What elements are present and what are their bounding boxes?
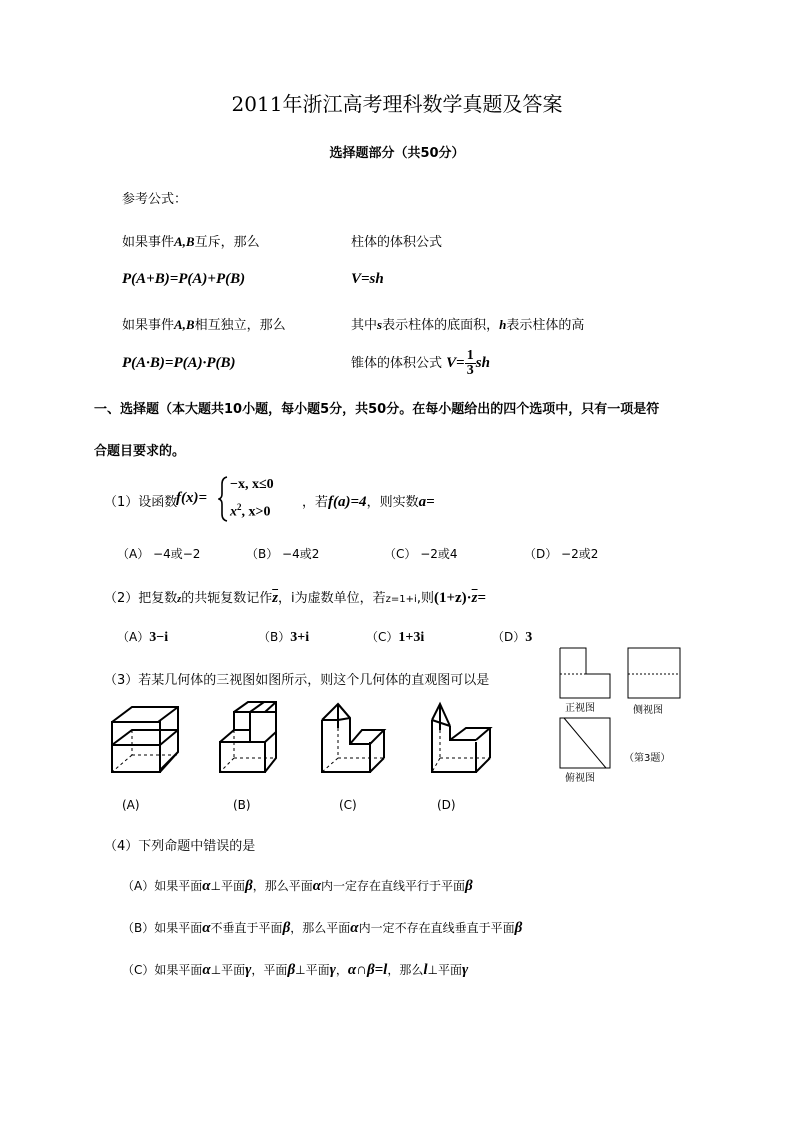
q4c-p3: ，平面 <box>251 963 288 977</box>
independent-events-text <box>122 314 286 333</box>
q1-case2-exp: 2 <box>237 502 242 512</box>
q4a-p2: ⊥平面 <box>210 879 245 893</box>
cone-frac-den: 3 <box>466 363 474 378</box>
q1-cond: f(a)=4 <box>328 494 367 510</box>
q3-solid-c[interactable] <box>322 704 384 772</box>
q2-option-d[interactable] <box>492 628 532 646</box>
q4c-s5: α∩β=l <box>347 962 388 978</box>
q4b-s1: α <box>202 920 211 936</box>
q4-option-c[interactable] <box>122 961 468 979</box>
q1-mid: ，若 <box>302 495 329 510</box>
q1-func <box>176 488 207 507</box>
q2-option-a-label: （A） <box>117 630 150 644</box>
q2-mid2: ，i为虚数单位，若 <box>278 591 386 606</box>
q4c-s1: α <box>202 962 211 978</box>
q2-expr-zbar: $\overline{z}$ <box>471 590 478 606</box>
q4c-p1: （C）如果平面 <box>122 963 203 977</box>
cone-formula-line <box>351 348 490 379</box>
cylinder-note-s: s <box>377 317 383 332</box>
page-title: 2011年浙江高考理科数学真题及答案 <box>231 92 563 116</box>
q4-option-a[interactable] <box>122 877 473 895</box>
q2-option-b-label: （B） <box>258 630 291 644</box>
q4c-s7: γ <box>462 962 469 978</box>
q2-expr: (1+z)· <box>433 590 472 606</box>
cylinder-note-part1: 其中 <box>351 318 378 333</box>
q4a-s3: α <box>312 878 322 894</box>
section-subtitle: 选择题部分（共50分） <box>329 146 465 161</box>
q2-z: z <box>177 594 182 605</box>
cylinder-note-part2: 表示柱体的底面积， <box>382 318 500 333</box>
cone-title: 锥体的体积公式 <box>351 356 443 371</box>
q3-solid-a[interactable] <box>112 707 178 772</box>
q1-case2-base: x <box>230 504 237 520</box>
q4c-p5: ， <box>335 963 348 977</box>
cone-v: V <box>446 355 457 371</box>
cylinder-note-h: h <box>499 317 507 332</box>
q4b-s4: β <box>514 920 523 936</box>
exclusive-events: A,B <box>174 234 195 249</box>
front-view-outline <box>560 648 610 698</box>
q3-choice-label-a: (A) <box>122 798 140 812</box>
q2-option-d-label: （D） <box>492 630 526 644</box>
q1-option-d[interactable]: （D） −2或2 <box>524 547 599 561</box>
q1-brace <box>218 476 228 522</box>
q4-option-b[interactable] <box>122 919 522 937</box>
q1-func-expr: f(x)= <box>176 490 208 506</box>
cylinder-title: 柱体的体积公式 <box>351 235 443 250</box>
cone-eq: = <box>456 355 465 371</box>
q4a-p4: 内一定存在直线平行于平面 <box>321 879 466 893</box>
q3-solid-d[interactable] <box>432 704 490 772</box>
q3-choice-label-c: (C) <box>339 798 357 812</box>
q4b-p2: 不垂直于平面 <box>210 921 283 935</box>
q4b-s3: α <box>350 920 359 936</box>
independent-events: A,B <box>174 317 195 332</box>
q1-case2-rest: , x>0 <box>241 504 271 520</box>
q3-text: （3）若某几何体的三视图如图所示，则这个几何体的直观图可以是 <box>104 673 490 688</box>
q1-option-b[interactable]: （B） −4或2 <box>246 547 320 561</box>
q1-case1: −x, x≤0 <box>230 477 274 492</box>
q4b-s2: β <box>282 920 291 936</box>
q2-option-a-value: 3−i <box>149 630 169 645</box>
q4c-s2: γ <box>245 962 252 978</box>
q1-option-a[interactable]: （A） −4或−2 <box>117 547 201 561</box>
side-view-outline <box>628 648 680 698</box>
q3-choice-label-d: (D) <box>437 798 456 812</box>
q2-cond: z=1+i <box>385 594 417 605</box>
cone-sh: sh <box>475 355 490 371</box>
q2-zbar: $\overline{z}$ <box>272 590 279 606</box>
figure-caption: （第3题） <box>624 753 671 764</box>
q4a-p1: （A）如果平面 <box>122 879 203 893</box>
exclusive-prefix: 如果事件 <box>122 235 175 250</box>
q1-var: a= <box>418 494 435 510</box>
formula-header: 参考公式： <box>122 192 188 207</box>
q2-option-c[interactable] <box>366 628 424 646</box>
q4c-p2: ⊥平面 <box>210 963 246 977</box>
q4c-s3: β <box>287 962 296 978</box>
q2-option-a[interactable] <box>117 628 168 646</box>
q4a-s2: β <box>245 878 253 894</box>
q2-option-c-label: （C） <box>366 630 399 644</box>
q3-choice-label-b: (B) <box>233 798 251 812</box>
q2-mid1: 的共轭复数记作 <box>181 591 273 606</box>
q2-prefix: （2）把复数 <box>104 591 178 606</box>
q4b-p4: 内一定不存在直线垂直于平面 <box>358 921 515 935</box>
q4c-s6: l <box>423 962 428 978</box>
q4c-p4: ⊥平面 <box>295 963 330 977</box>
q4c-p6: ，那么 <box>387 963 424 977</box>
q4c-s4: γ <box>329 962 336 978</box>
exclusive-suffix: 互斥，那么 <box>194 235 260 250</box>
q4b-p1: （B）如果平面 <box>122 921 203 935</box>
exclusive-events-text <box>122 231 260 250</box>
q2-option-b[interactable] <box>258 628 309 646</box>
q1-condition <box>302 491 435 511</box>
q4-text: （4）下列命题中错误的是 <box>104 839 256 854</box>
q1-case2 <box>230 502 270 521</box>
q3-solid-b[interactable] <box>220 702 276 772</box>
q4c-p7: ⊥平面 <box>427 963 462 977</box>
section-heading-line2: 合题目要求的。 <box>94 444 186 459</box>
cone-fraction <box>465 349 476 378</box>
cone-frac-num: 1 <box>466 348 474 363</box>
q1-suffix: ，则实数 <box>366 495 419 510</box>
exclusive-formula: P(A+B)=P(A)+P(B) <box>122 271 246 287</box>
q4a-s1: α <box>202 878 211 894</box>
q2-option-b-value: 3+i <box>290 630 310 645</box>
q4a-s4: β <box>465 878 473 894</box>
q2-option-d-value: 3 <box>525 630 533 645</box>
q4b-p3: ，那么平面 <box>290 921 351 935</box>
independent-suffix: 相互独立，那么 <box>194 318 286 333</box>
independent-formula: P(A·B)=P(A)·P(B) <box>122 355 236 371</box>
q1-prefix: （1）设函数 <box>104 495 178 510</box>
q1-option-c[interactable]: （C） −2或4 <box>384 547 458 561</box>
q2-text <box>104 587 486 607</box>
q4a-p3: ，那么平面 <box>252 879 313 893</box>
q2-option-c-value: 1+3i <box>398 630 425 645</box>
cylinder-note <box>351 314 584 333</box>
cylinder-note-part3: 表示柱体的高 <box>506 318 585 333</box>
top-view-label: 俯视图 <box>565 773 595 784</box>
side-view-label: 侧视图 <box>633 705 663 716</box>
q2-mid3: ,则 <box>416 591 434 606</box>
q2-eq: = <box>477 590 487 606</box>
section-heading-line1: 一、选择题（本大题共10小题，每小题5分，共50分。在每小题给出的四个选项中，只有一项是符 <box>94 402 660 417</box>
independent-prefix: 如果事件 <box>122 318 175 333</box>
front-view-label: 正视图 <box>565 703 595 714</box>
cylinder-formula: V=sh <box>351 271 384 287</box>
